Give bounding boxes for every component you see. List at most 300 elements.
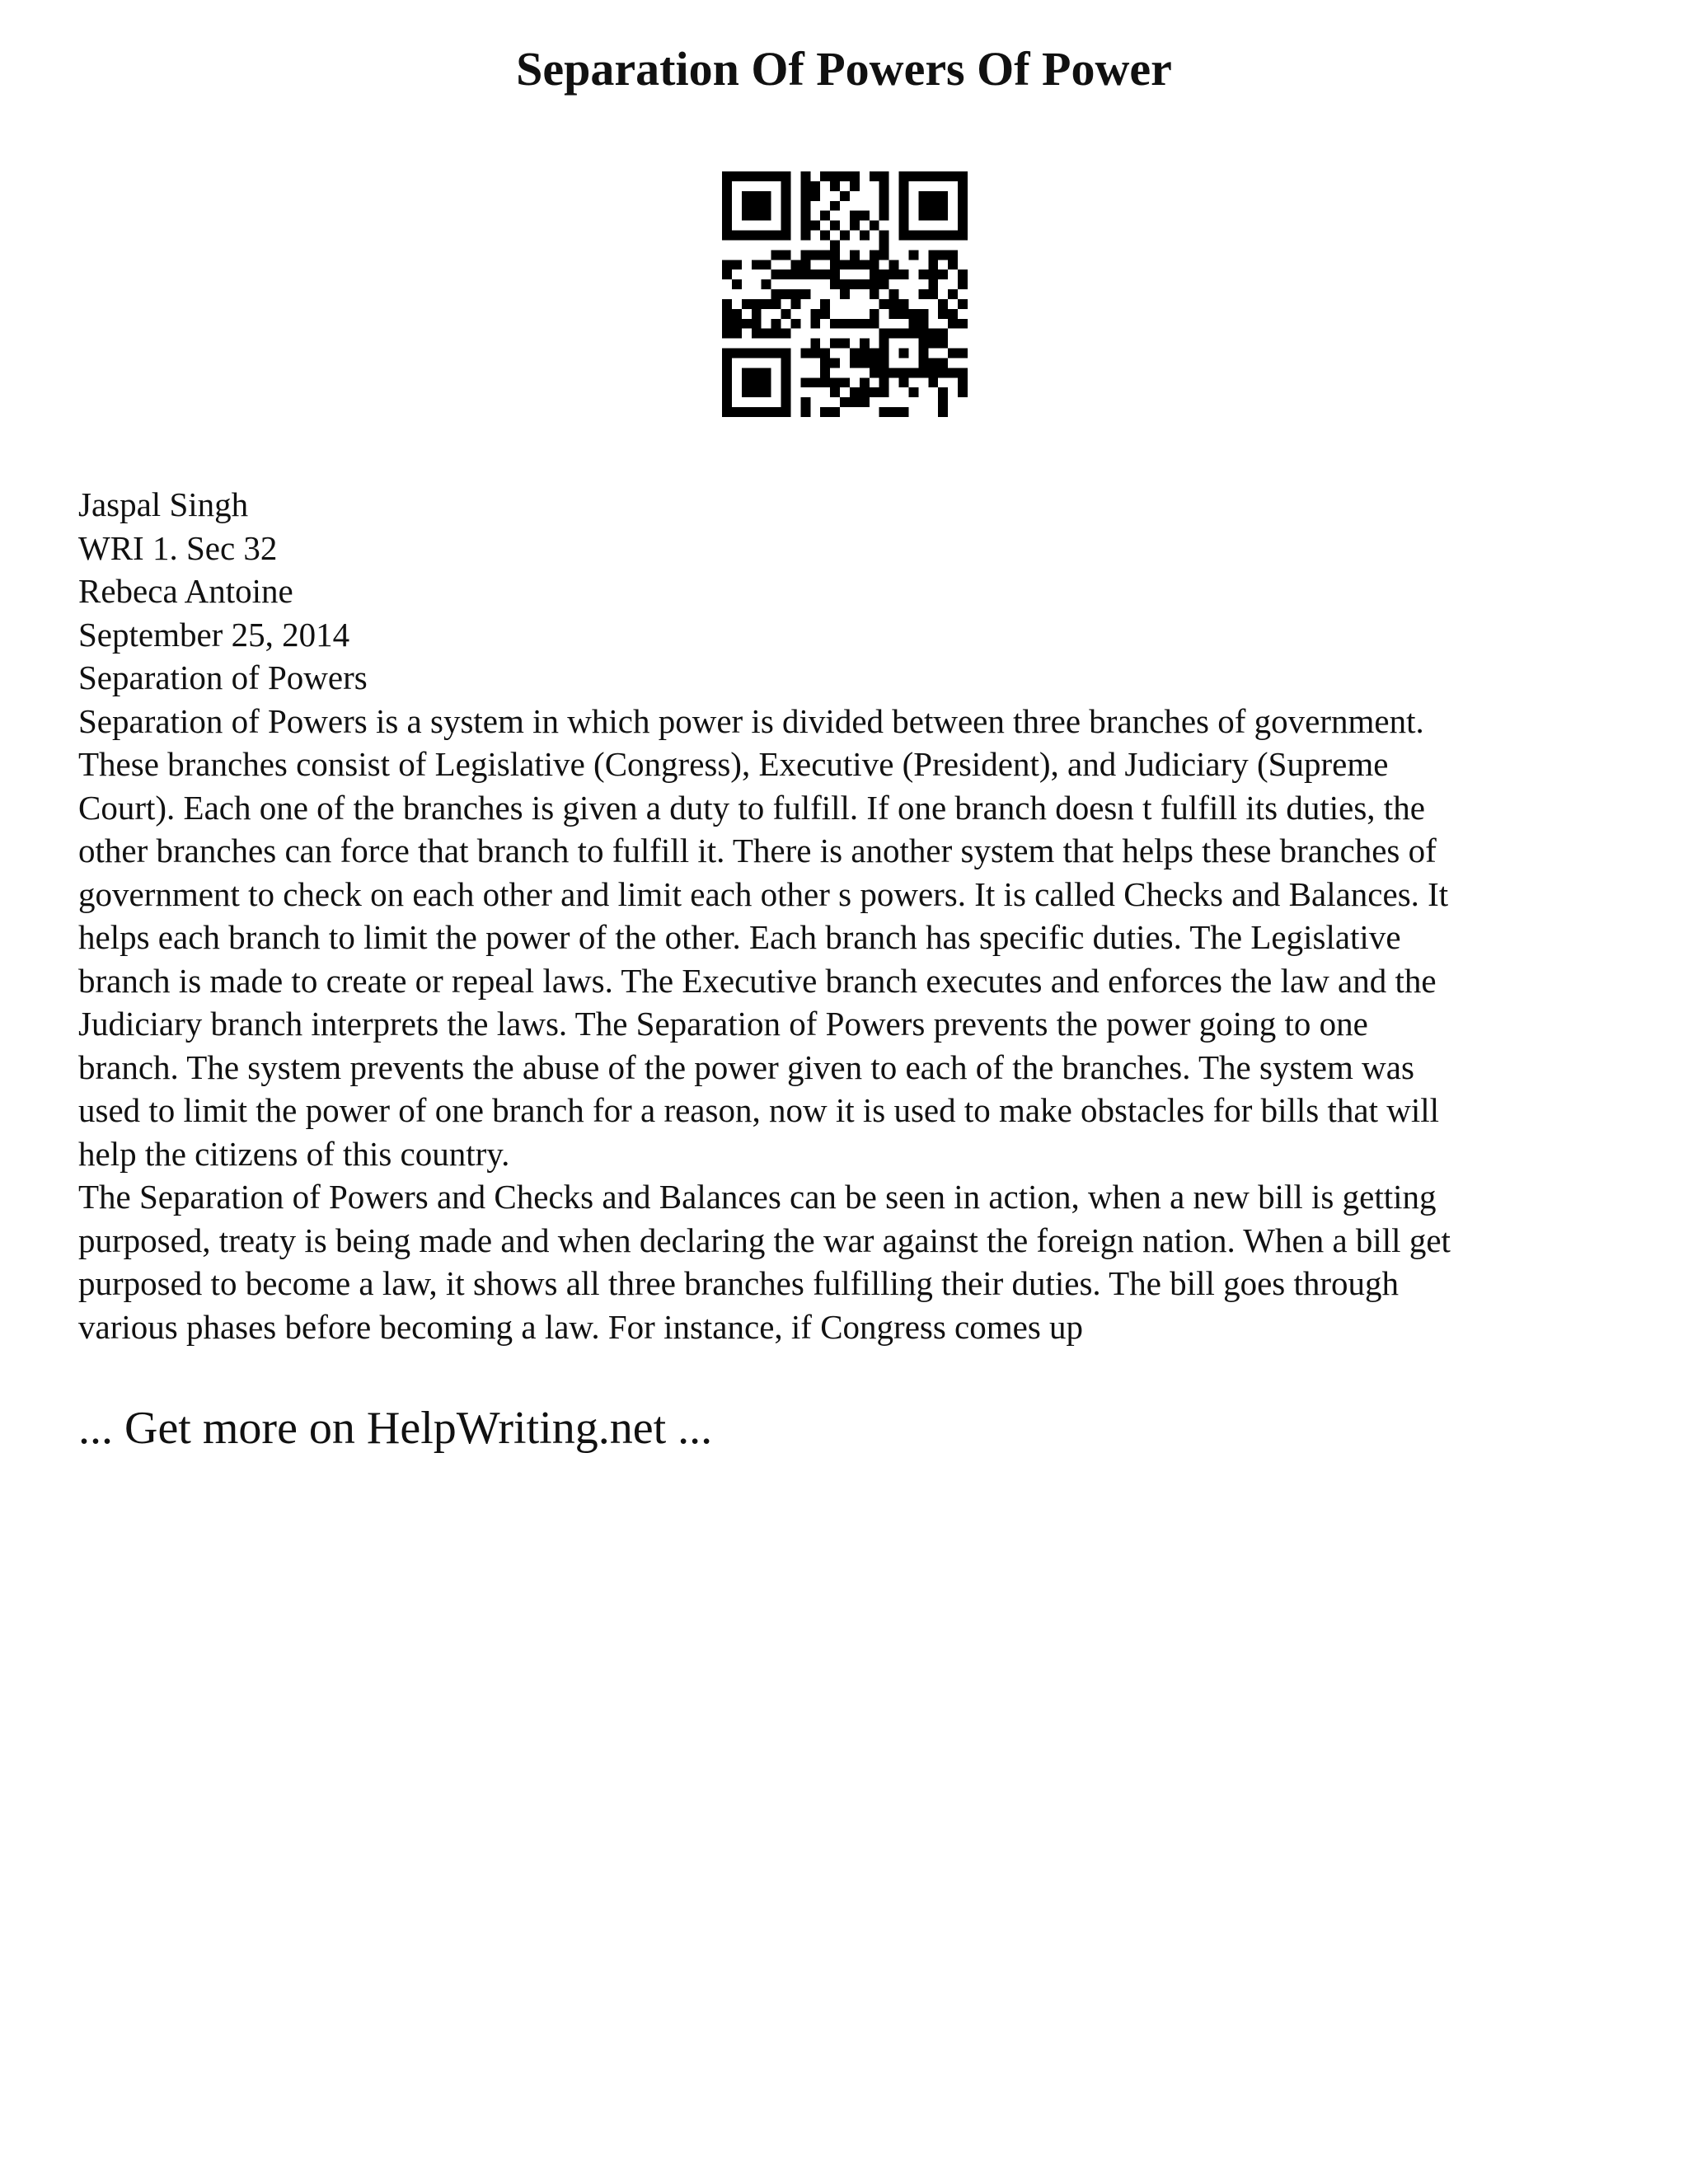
qr-module	[732, 231, 742, 241]
qr-module	[879, 299, 889, 309]
qr-module	[958, 231, 968, 241]
qr-module	[840, 319, 850, 329]
qr-module	[820, 211, 830, 221]
qr-module	[870, 319, 879, 329]
document-title: Separation Of Powers Of Power	[516, 42, 1172, 96]
qr-module	[899, 349, 909, 359]
qr-module	[830, 387, 840, 397]
qr-module	[908, 387, 918, 397]
qr-module	[938, 250, 948, 260]
qr-module	[830, 250, 840, 260]
qr-module	[830, 181, 840, 191]
qr-module	[781, 191, 791, 201]
qr-module	[810, 319, 820, 329]
qr-module	[752, 299, 762, 309]
qr-module	[938, 211, 948, 221]
qr-module	[948, 231, 958, 241]
qr-module	[810, 349, 820, 359]
qr-module	[790, 260, 800, 269]
qr-module	[830, 260, 840, 269]
qr-module	[742, 231, 752, 241]
qr-module	[860, 397, 870, 407]
qr-module	[870, 171, 879, 181]
paragraph-line: Court). Each one of the branches is given a duty to fulfill. If one branch doesn t fulfill its duties, the	[78, 788, 1425, 827]
qr-module	[762, 260, 771, 269]
qr-module	[938, 309, 948, 319]
qr-module	[781, 250, 791, 260]
qr-module	[899, 377, 909, 387]
qr-module	[820, 349, 830, 359]
paragraph-line: branch is made to create or repeal laws. The Executive branch executes and enforces the law and the	[78, 961, 1437, 1000]
qr-module	[771, 319, 781, 329]
paragraph-line: helps each branch to limit the power of the other. Each branch has specific duties. The Legislative	[78, 918, 1401, 956]
paragraph-line: various phases before becoming a law. For instance, if Congress comes up	[78, 1307, 1084, 1346]
qr-module	[879, 201, 889, 211]
qr-module	[850, 397, 860, 407]
qr-module	[918, 231, 928, 241]
qr-module	[820, 368, 830, 377]
qr-module	[800, 231, 810, 241]
qr-module	[899, 201, 909, 211]
qr-module	[771, 299, 781, 309]
paragraph-line: The Separation of Powers and Checks and Balances can be seen in action, when a new bill is getting	[78, 1178, 1437, 1216]
qr-module	[820, 231, 830, 241]
qr-module	[870, 260, 879, 269]
qr-module	[879, 368, 889, 377]
qr-module	[820, 269, 830, 279]
qr-module	[840, 279, 850, 289]
qr-module	[781, 211, 791, 221]
qr-module	[958, 279, 968, 289]
qr-module	[840, 191, 850, 201]
qr-module	[889, 289, 899, 299]
qr-module	[948, 309, 958, 319]
qr-module	[938, 387, 948, 397]
qr-module	[850, 171, 860, 181]
paragraph-line: other branches can force that branch to fulfill it. There is another system that helps these branches of	[78, 832, 1437, 869]
qr-module	[850, 387, 860, 397]
qr-module	[800, 289, 810, 299]
paragraph-line: These branches consist of Legislative (Congress), Executive (President), and Judiciary (Supreme	[78, 745, 1389, 783]
qr-module	[938, 368, 948, 377]
qr-module	[938, 231, 948, 241]
qr-module	[928, 329, 938, 339]
qr-module	[928, 269, 938, 279]
qr-module	[830, 221, 840, 231]
qr-module	[918, 201, 928, 211]
qr-module	[762, 211, 771, 221]
author-name: Jaspal Singh	[78, 485, 249, 523]
qr-module	[899, 181, 909, 191]
qr-module	[918, 269, 928, 279]
qr-module	[810, 339, 820, 349]
qr-module	[742, 201, 752, 211]
qr-module	[790, 269, 800, 279]
qr-module	[762, 279, 771, 289]
qr-module	[762, 231, 771, 241]
qr-module	[800, 171, 810, 181]
qr-module	[899, 211, 909, 221]
qr-module	[870, 289, 879, 299]
qr-module	[889, 269, 899, 279]
qr-module	[781, 377, 791, 387]
qr-module	[938, 339, 948, 349]
qr-module	[781, 231, 791, 241]
qr-module	[732, 407, 742, 417]
qr-module	[860, 260, 870, 269]
qr-module	[870, 368, 879, 377]
qr-module	[742, 349, 752, 359]
qr-module	[938, 329, 948, 339]
qr-module	[899, 221, 909, 231]
qr-module	[722, 329, 732, 339]
qr-module	[879, 240, 889, 250]
qr-module	[732, 309, 742, 319]
qr-module	[800, 397, 810, 407]
qr-module	[732, 329, 742, 339]
instructor-name: Rebeca Antoine	[78, 572, 293, 610]
qr-module	[722, 349, 732, 359]
qr-module	[781, 289, 791, 299]
qr-module	[870, 279, 879, 289]
qr-module	[800, 181, 810, 191]
qr-module	[928, 201, 938, 211]
qr-module	[800, 377, 810, 387]
qr-module	[870, 221, 879, 231]
qr-module	[870, 250, 879, 260]
qr-module	[948, 171, 958, 181]
qr-module	[722, 377, 732, 387]
qr-module	[800, 201, 810, 211]
qr-module	[918, 329, 928, 339]
qr-module	[889, 368, 899, 377]
qr-module	[899, 368, 909, 377]
qr-module	[958, 319, 968, 329]
paragraph-line: purposed, treaty is being made and when declaring the war against the foreign nation. When a bill get	[78, 1221, 1451, 1259]
qr-module	[800, 250, 810, 260]
qr-module	[958, 269, 968, 279]
qr-module	[918, 349, 928, 359]
qr-module	[899, 407, 909, 417]
qr-module	[790, 289, 800, 299]
qr-module	[722, 211, 732, 221]
qr-module	[879, 211, 889, 221]
qr-module	[918, 289, 928, 299]
qr-module	[938, 269, 948, 279]
paragraph-line: government to check on each other and limit each other s powers. It is called Checks and Balances. It	[78, 874, 1449, 913]
qr-module	[752, 171, 762, 181]
qr-module	[820, 299, 830, 309]
qr-module	[781, 309, 791, 319]
qr-module	[918, 191, 928, 201]
qr-module	[820, 171, 830, 181]
qr-module	[850, 221, 860, 231]
qr-module	[889, 329, 899, 339]
qr-module	[908, 171, 918, 181]
essay-heading: Separation of Powers	[78, 658, 368, 696]
qr-module	[771, 250, 781, 260]
qr-module	[850, 250, 860, 260]
qr-module	[752, 368, 762, 377]
qr-module	[860, 339, 870, 349]
qr-module	[958, 349, 968, 359]
qr-module	[918, 339, 928, 349]
qr-module	[860, 387, 870, 397]
qr-module	[810, 309, 820, 319]
qr-module	[820, 250, 830, 260]
qr-module	[752, 231, 762, 241]
qr-module	[800, 260, 810, 269]
qr-module	[781, 358, 791, 368]
qr-module	[958, 211, 968, 221]
paragraph-2	[78, 1175, 1628, 1348]
qr-module	[938, 171, 948, 181]
qr-module	[800, 211, 810, 221]
qr-module	[928, 191, 938, 201]
qr-module	[879, 349, 889, 359]
qr-module	[899, 171, 909, 181]
qr-module	[840, 397, 850, 407]
qr-module	[771, 171, 781, 181]
qr-module	[879, 171, 889, 181]
qr-module	[820, 358, 830, 368]
qr-module	[722, 299, 732, 309]
qr-module	[908, 368, 918, 377]
qr-module	[948, 250, 958, 260]
qr-module	[899, 191, 909, 201]
qr-module	[918, 171, 928, 181]
qr-module	[830, 377, 840, 387]
qr-module	[958, 201, 968, 211]
qr-module	[918, 319, 928, 329]
paragraph-line: Separation of Powers is a system in which power is divided between three branches of government.	[78, 701, 1424, 740]
qr-module	[790, 319, 800, 329]
qr-module	[928, 289, 938, 299]
qr-module	[840, 171, 850, 181]
qr-module	[771, 349, 781, 359]
qr-module	[810, 181, 820, 191]
qr-module	[928, 358, 938, 368]
qr-module	[781, 221, 791, 231]
qr-module	[850, 358, 860, 368]
qr-module	[908, 319, 918, 329]
qr-module	[850, 181, 860, 191]
qr-module	[830, 319, 840, 329]
qr-module	[870, 349, 879, 359]
qr-module	[899, 299, 909, 309]
qr-module	[948, 368, 958, 377]
qr-module	[722, 171, 732, 181]
qr-module	[830, 339, 840, 349]
qr-module	[958, 181, 968, 191]
qr-module	[722, 269, 732, 279]
qr-module	[850, 349, 860, 359]
qr-module	[742, 191, 752, 201]
qr-module	[800, 269, 810, 279]
paragraph-line: help the citizens of this country.	[78, 1134, 510, 1173]
qr-module	[722, 309, 732, 319]
qr-module	[908, 329, 918, 339]
qr-module	[899, 309, 909, 319]
qr-module	[928, 231, 938, 241]
qr-module	[948, 289, 958, 299]
qr-module	[752, 319, 762, 329]
qr-module	[918, 358, 928, 368]
qr-module	[781, 387, 791, 397]
qr-module	[722, 387, 732, 397]
qr-module	[938, 407, 948, 417]
qr-module	[918, 368, 928, 377]
qr-module	[948, 319, 958, 329]
qr-module	[722, 358, 732, 368]
document-body	[78, 483, 1628, 1348]
qr-module	[742, 407, 752, 417]
qr-module	[810, 191, 820, 201]
qr-module	[762, 349, 771, 359]
qr-module	[860, 358, 870, 368]
qr-module	[810, 377, 820, 387]
qr-module	[928, 368, 938, 377]
qr-module	[771, 329, 781, 339]
qr-module	[928, 211, 938, 221]
qr-module	[860, 377, 870, 387]
qr-module	[752, 201, 762, 211]
qr-module	[850, 319, 860, 329]
qr-module	[879, 329, 889, 339]
qr-module	[722, 407, 732, 417]
qr-module	[722, 201, 732, 211]
qr-module	[928, 279, 938, 289]
qr-module	[928, 171, 938, 181]
qr-module	[958, 221, 968, 231]
qr-module	[722, 181, 732, 191]
qr-module	[781, 368, 791, 377]
qr-module	[762, 329, 771, 339]
paragraph-line: Judiciary branch interprets the laws. The Separation of Powers prevents the power going to one	[78, 1005, 1368, 1043]
qr-module	[762, 368, 771, 377]
qr-module	[722, 221, 732, 231]
qr-module	[781, 329, 791, 339]
qr-module	[830, 201, 840, 211]
qr-module	[781, 349, 791, 359]
qr-module	[889, 299, 899, 309]
qr-module	[781, 201, 791, 211]
qr-module	[742, 387, 752, 397]
qr-module	[870, 358, 879, 368]
qr-module	[879, 231, 889, 241]
qr-module	[771, 407, 781, 417]
paragraph-line: purposed to become a law, it shows all three branches fulfilling their duties. The bill goes through	[78, 1264, 1400, 1302]
get-more-link[interactable]: ... Get more on HelpWriting.net ...	[78, 1403, 713, 1454]
qr-module	[860, 231, 870, 241]
paragraph-1	[78, 700, 1628, 1176]
qr-module	[879, 279, 889, 289]
qr-module	[830, 358, 840, 368]
qr-module	[938, 299, 948, 309]
qr-module	[742, 211, 752, 221]
qr-module	[752, 407, 762, 417]
qr-module	[889, 407, 899, 417]
qr-module	[879, 377, 889, 387]
qr-module	[732, 279, 742, 289]
qr-module	[752, 191, 762, 201]
paragraph-line: used to limit the power of one branch for a reason, now it is used to make obstacles for bills that will	[78, 1091, 1440, 1129]
qr-module	[722, 231, 732, 241]
qr-module	[752, 387, 762, 397]
qr-module	[781, 407, 791, 417]
qr-module	[850, 260, 860, 269]
qr-module	[810, 269, 820, 279]
qr-module	[840, 260, 850, 269]
qr-module	[889, 309, 899, 319]
qr-module	[879, 269, 889, 279]
qr-module	[722, 319, 732, 329]
qr-module	[958, 368, 968, 377]
paragraph-line: branch. The system prevents the abuse of the power given to each of the branches. The system was	[78, 1047, 1414, 1086]
qr-module	[800, 191, 810, 201]
qr-module	[810, 221, 820, 231]
qr-module	[762, 377, 771, 387]
qr-module	[722, 368, 732, 377]
qr-module	[762, 299, 771, 309]
qr-module	[958, 191, 968, 201]
qr-module	[752, 349, 762, 359]
qr-module	[879, 250, 889, 260]
qr-module	[830, 240, 840, 250]
qr-module	[899, 231, 909, 241]
qr-module	[722, 397, 732, 407]
qr-module	[781, 397, 791, 407]
qr-module	[948, 349, 958, 359]
qr-module	[742, 319, 752, 329]
qr-module	[762, 191, 771, 201]
qr-module	[908, 250, 918, 260]
qr-module	[800, 349, 810, 359]
qr-module	[928, 260, 938, 269]
qr-module	[938, 397, 948, 407]
qr-module	[938, 358, 948, 368]
qr-module	[879, 339, 889, 349]
qr-module	[752, 329, 762, 339]
qr-module	[800, 221, 810, 231]
qr-module	[771, 231, 781, 241]
qr-module	[762, 387, 771, 397]
qr-module	[938, 191, 948, 201]
qr-module	[958, 171, 968, 181]
qr-module	[879, 181, 889, 191]
qr-module	[752, 211, 762, 221]
qr-module	[899, 329, 909, 339]
qr-module	[938, 201, 948, 211]
qr-module	[850, 211, 860, 221]
qr-module	[722, 260, 732, 269]
qr-module	[762, 201, 771, 211]
qr-module	[762, 407, 771, 417]
qr-module	[820, 407, 830, 417]
qr-module	[781, 171, 791, 181]
qr-module	[860, 319, 870, 329]
course-section: WRI 1. Sec 32	[78, 528, 278, 567]
qr-module	[742, 368, 752, 377]
qr-module	[870, 269, 879, 279]
qr-module	[762, 171, 771, 181]
qr-module	[928, 250, 938, 260]
qr-module	[830, 407, 840, 417]
qr-module	[820, 309, 830, 319]
qr-module	[840, 289, 850, 299]
qr-module	[742, 377, 752, 387]
qr-module	[870, 309, 879, 319]
